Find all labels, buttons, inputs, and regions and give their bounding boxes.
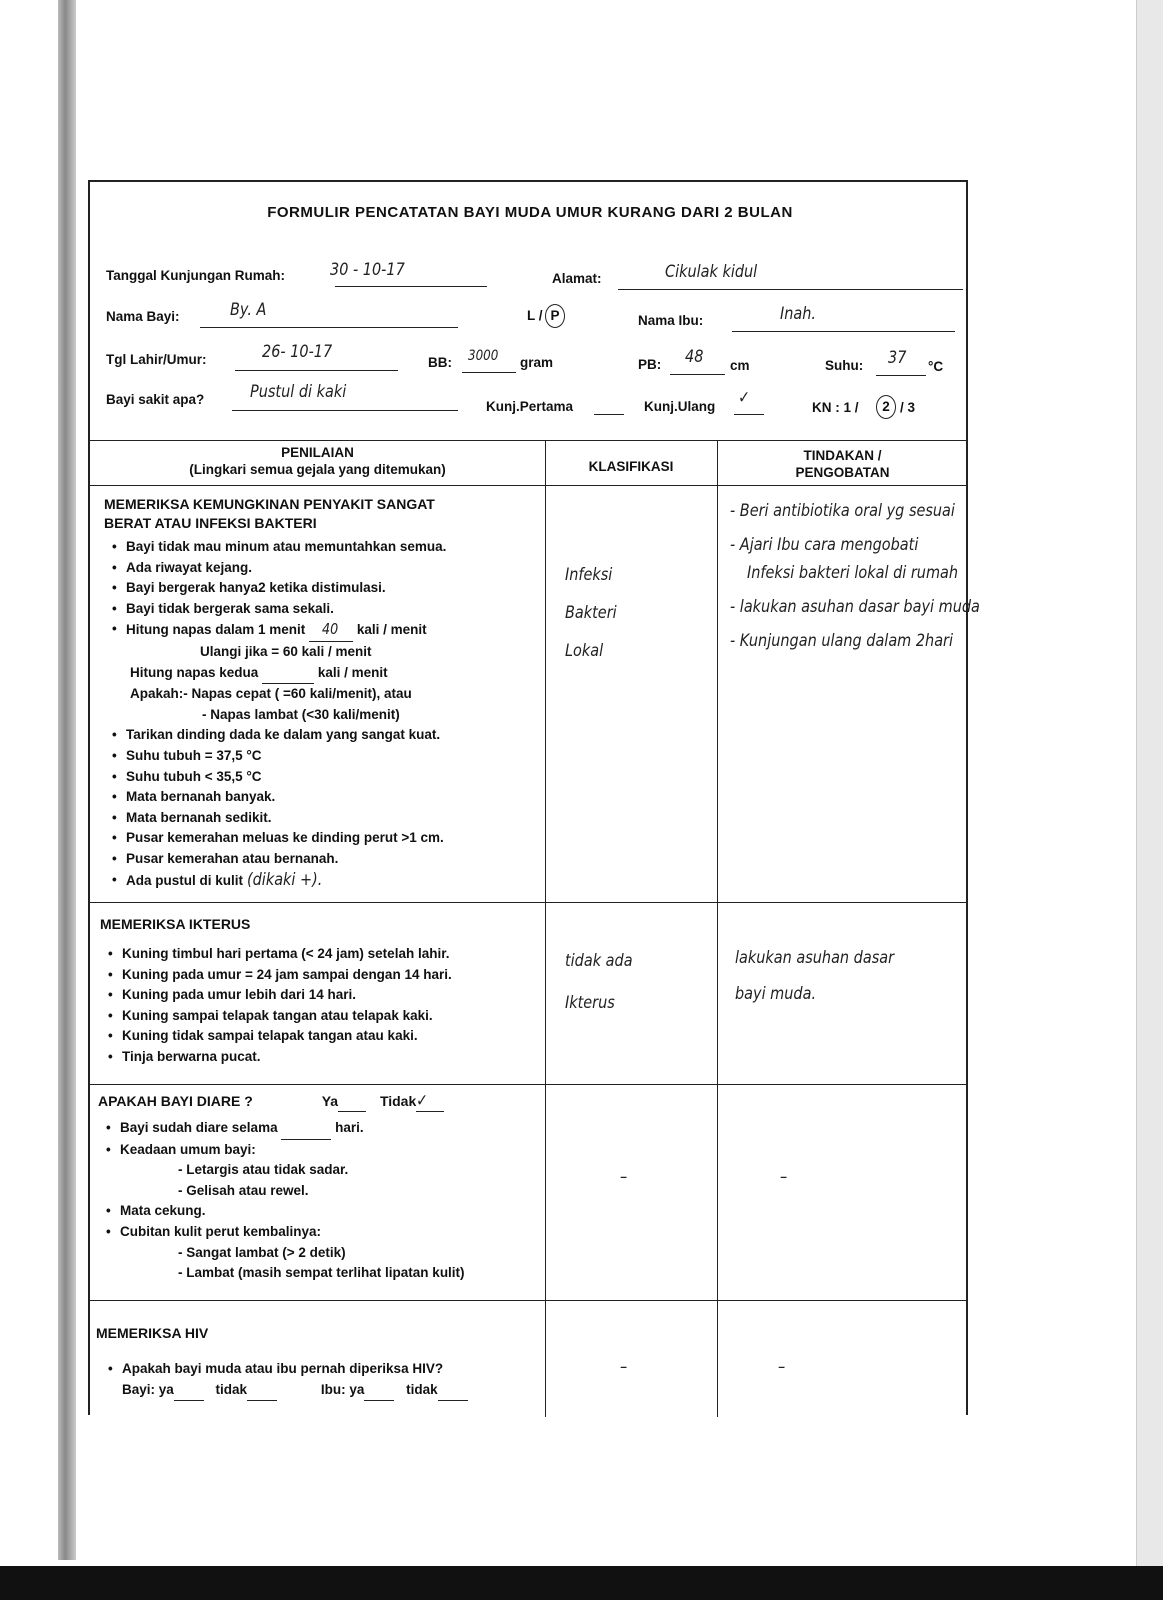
kunj-pertama-label: Kunj.Pertama (486, 399, 574, 414)
nama-bayi-field[interactable] (200, 327, 458, 328)
hiv-bayi-tidak-field[interactable] (247, 1380, 277, 1402)
diare-tidak-value: ✓ (416, 1091, 429, 1111)
tindakan-line: - Beri antibiotika oral yg sesuai (730, 501, 955, 521)
pustul-label: Ada pustul di kulit (126, 872, 243, 888)
column-divider (717, 440, 718, 1417)
napas-value: 40 (321, 620, 338, 639)
klasifikasi-header: KLASIFIKASI (588, 459, 674, 474)
symptom-item[interactable]: • Ada riwayat kejang. (126, 558, 544, 579)
sakit-field[interactable] (232, 410, 458, 411)
tanggal-label: Tanggal Kunjungan Rumah: (106, 268, 285, 283)
pb-label: PB: (638, 357, 662, 372)
hiv-bayi-tidak-label: tidak (215, 1381, 248, 1397)
pustul-item[interactable] (126, 870, 544, 892)
napas-unit: kali / menit (356, 622, 427, 638)
tindakan-header-2: PENGOBATAN (795, 465, 890, 480)
diare-tindakan: – (780, 1167, 788, 1187)
pb-value: 48 (685, 347, 704, 367)
tindakan-line: - Ajari Ibu cara mengobati (730, 535, 919, 555)
suhu-unit: °C (928, 359, 944, 374)
sakit-label: Bayi sakit apa? (106, 392, 205, 407)
symptom-item[interactable]: • Kuning tidak sampai telapak tangan atau kaki. (122, 1026, 545, 1047)
pb-unit: cm (730, 358, 750, 373)
pustul-note: (dikaki +). (246, 869, 323, 890)
diare-tidak-field[interactable] (416, 1092, 444, 1112)
symptom-item[interactable]: • Bayi tidak bergerak sama sekali. (126, 599, 544, 620)
symptom-item[interactable]: - Letargis atau tidak sadar. (178, 1162, 349, 1178)
tindakan-header: TINDAKAN / (803, 448, 882, 463)
diare-duration-label: Bayi sudah diare selama (120, 1120, 278, 1135)
tindakan-line: - lakukan asuhan dasar bayi muda (730, 597, 980, 617)
form (88, 180, 980, 1415)
napas2-field[interactable] (262, 663, 314, 685)
binding-strip (58, 0, 76, 1560)
symptom-item[interactable]: • Kuning pada umur lebih dari 14 hari. (122, 985, 545, 1006)
table-top-border (90, 440, 968, 441)
penilaian-header: PENILAIAN (281, 445, 354, 460)
section-border (90, 1300, 968, 1301)
symptom-item[interactable]: • Mata bernanah sedikit. (126, 808, 544, 829)
tgl-lahir-value: 26- 10-17 (262, 342, 333, 362)
section-border (90, 1084, 968, 1085)
bb-label: BB: (428, 355, 452, 370)
diare-klasifikasi: – (620, 1167, 628, 1187)
alamat-value: Cikulak kidul (665, 262, 758, 282)
tindakan-line: lakukan asuhan dasar (735, 948, 895, 968)
hiv-bayi-ya-field[interactable] (174, 1380, 204, 1402)
suhu-field[interactable] (876, 375, 926, 376)
hiv-bayi-label: Bayi: ya (122, 1381, 174, 1397)
hiv-tindakan: – (778, 1357, 786, 1377)
symptom-item[interactable]: • Kuning sampai telapak tangan atau telapak kaki. (122, 1006, 545, 1027)
nama-bayi-label: Nama Bayi: (106, 309, 180, 324)
bb-unit: gram (520, 355, 554, 370)
diare-duration-unit: hari. (335, 1120, 364, 1135)
napas-label: Hitung napas dalam 1 menit (126, 622, 306, 638)
tindakan-line: - Kunjungan ulang dalam 2hari (730, 631, 954, 651)
klasifikasi-line: Lokal (565, 641, 604, 661)
nama-bayi-value: By. A (230, 300, 267, 320)
kunj-pertama-field[interactable] (594, 414, 624, 415)
hiv-title: MEMERIKSA HIV (96, 1325, 209, 1341)
section-border (90, 902, 968, 903)
pb-field[interactable] (670, 374, 725, 375)
symptom-item[interactable]: • Mata cekung. (120, 1201, 548, 1222)
apakah-napas-lambat[interactable]: - Napas lambat (<30 kali/menit) (202, 706, 400, 722)
tanggal-field[interactable] (335, 286, 487, 287)
form-title: FORMULIR PENCATATAN BAYI MUDA UMUR KURANG DARI 2 BULAN (267, 204, 793, 221)
napas-item (126, 619, 544, 642)
sex-l[interactable]: L / (527, 308, 543, 323)
hiv-ibu-tidak-label: tidak (406, 1381, 438, 1397)
page-edge (1136, 0, 1163, 1566)
symptom-item[interactable]: • Bayi tidak mau minum atau memuntahkan semua. (126, 537, 544, 558)
bb-value: 3000 (468, 348, 499, 364)
symptom-item[interactable]: • Bayi bergerak hanya2 ketika distimulasi. (126, 578, 544, 599)
symptom-item[interactable]: - Lambat (masih sempat terlihat lipatan kulit) (178, 1265, 465, 1281)
symptom-item[interactable]: • Tarikan dinding dada ke dalam yang sangat kuat. (126, 725, 544, 746)
hiv-ibu-ya-field[interactable] (364, 1380, 394, 1402)
diare-ya-field[interactable] (338, 1092, 366, 1112)
symptom-item[interactable]: - Sangat lambat (> 2 detik) (178, 1244, 346, 1260)
alamat-label: Alamat: (552, 271, 602, 286)
kunj-ulang-label: Kunj.Ulang (644, 399, 716, 414)
diare-ya-label: Ya (321, 1093, 339, 1109)
symptom-item[interactable]: • Pusar kemerahan meluas ke dinding perut >1 cm. (126, 828, 544, 849)
symptom-item[interactable]: • Kuning timbul hari pertama (< 24 jam) setelah lahir. (122, 944, 545, 965)
bb-field[interactable] (462, 372, 516, 373)
keadaan-label: • Keadaan umum bayi: (120, 1140, 548, 1161)
kunj-ulang-field[interactable] (734, 414, 764, 415)
infeksi-title: MEMERIKSA KEMUNGKINAN PENYAKIT SANGAT (104, 496, 435, 512)
suhu-value: 37 (888, 348, 907, 368)
symptom-item[interactable]: • Suhu tubuh = 37,5 °C (126, 746, 544, 767)
klasifikasi-line: Bakteri (565, 603, 617, 623)
sakit-value: Pustul di kaki (250, 382, 347, 402)
nama-ibu-field[interactable] (732, 331, 955, 332)
hiv-ibu-label: Ibu: ya (320, 1381, 365, 1397)
symptom-item[interactable]: • Mata bernanah banyak. (126, 787, 544, 808)
penilaian-subheader: (Lingkari semua gejala yang ditemukan) (189, 462, 446, 477)
tindakan-line: Infeksi bakteri lokal di rumah (747, 563, 959, 583)
hiv-question: • Apakah bayi muda atau ibu pernah diperiksa HIV? (122, 1359, 546, 1380)
tgl-lahir-label: Tgl Lahir/Umur: (106, 352, 207, 367)
kn-label: KN : 1 / (812, 400, 859, 415)
klasifikasi-line: tidak ada (565, 951, 633, 971)
suhu-label: Suhu: (825, 358, 864, 373)
klasifikasi-line: Infeksi (565, 565, 613, 585)
diare-tidak-label: Tidak (379, 1093, 417, 1109)
nama-ibu-label: Nama Ibu: (638, 313, 704, 328)
diare-duration-field[interactable] (281, 1118, 331, 1140)
kunj-ulang-value: ✓ (738, 388, 751, 408)
diare-duration (120, 1118, 548, 1140)
tindakan-line: bayi muda. (735, 984, 817, 1004)
kn-selected[interactable]: 2 (876, 395, 896, 419)
symptom-item[interactable]: • Tinja berwarna pucat. (122, 1047, 545, 1068)
napas2-label: Hitung napas kedua (130, 664, 259, 680)
hiv-klasifikasi: – (620, 1357, 628, 1377)
diare-title: APAKAH BAYI DIARE ? (98, 1093, 253, 1109)
sex-p-selected[interactable]: P (545, 304, 565, 328)
symptom-item[interactable]: - Gelisah atau rewel. (178, 1182, 309, 1198)
symptom-item[interactable]: • Kuning pada umur = 24 jam sampai dengan 14 hari. (122, 965, 545, 986)
ulangi-text: Ulangi jika = 60 kali / menit (200, 643, 372, 659)
tanggal-value: 30 - 10-17 (330, 260, 405, 280)
scan-border (0, 1566, 1163, 1600)
klasifikasi-line: Ikterus (565, 993, 615, 1013)
napas-field[interactable] (309, 619, 353, 642)
kn-end: / 3 (900, 400, 916, 415)
symptom-item[interactable]: • Pusar kemerahan atau bernanah. (126, 849, 544, 870)
hiv-ibu-tidak-field[interactable] (438, 1380, 468, 1402)
cubitan-label: • Cubitan kulit perut kembalinya: (120, 1222, 548, 1243)
napas2-unit: kali / menit (317, 664, 388, 680)
tgl-lahir-field[interactable] (235, 370, 398, 371)
apakah-napas-cepat[interactable]: Apakah:- Napas cepat ( =60 kali/menit), atau (130, 686, 412, 702)
infeksi-title-2: BERAT ATAU INFEKSI BAKTERI (104, 515, 317, 531)
ikterus-title: MEMERIKSA IKTERUS (100, 916, 251, 932)
header-border (90, 485, 968, 486)
alamat-field[interactable] (618, 289, 963, 290)
symptom-item[interactable]: • Suhu tubuh < 35,5 °C (126, 767, 544, 788)
nama-ibu-value: Inah. (780, 304, 817, 324)
